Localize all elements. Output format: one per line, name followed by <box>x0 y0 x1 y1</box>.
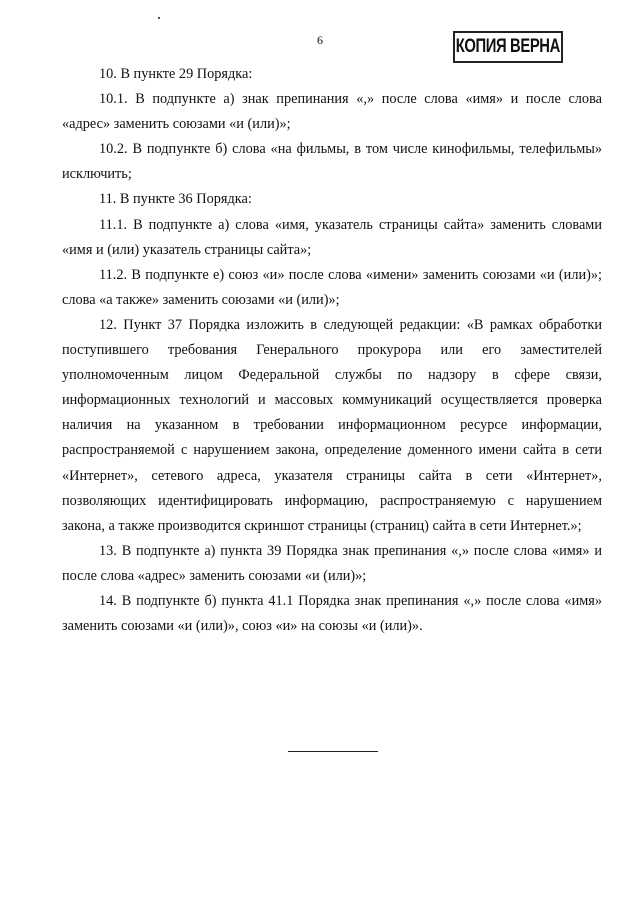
end-divider-line <box>288 751 378 752</box>
scan-speck <box>158 17 160 19</box>
paragraph-14: 14. В подпункте б) пункта 41.1 Порядка знак препинания «,» после слова «имя» заменить союзами «и (или)», союз «и» на союзы «и (или)». <box>62 592 602 635</box>
document-body <box>62 62 602 639</box>
paragraph-12: 12. Пункт 37 Порядка изложить в следующей редакции: «В рамках обработки поступившего требования Генерального прокурора или его заместителей уполномоченным лицом Федеральной службы по надзору в сфере связи, информационных технологий и массовых коммуникаций осуществляется проверка наличия на указанном в требовании информационном ресурсе информации, распространяемой с нарушением закона, определение доменного имени сайта в сети «Интернет», сетевого адреса, указателя страницы сайта в сети «Интернет», позволяющих идентифицировать информацию, распространяемую с нарушением закона, а также производится скриншот страницы (страниц) сайта в сети Интернет.»; <box>62 316 602 534</box>
paragraph-13: 13. В подпункте а) пункта 39 Порядка знак препинания «,» после слова «имя» и после слова «адрес» заменить союзами «и (или)»; <box>62 542 602 584</box>
paragraph-10-2: 10.2. В подпункте б) слова «на фильмы, в том числе кинофильмы, телефильмы» исключить; <box>62 141 602 183</box>
paragraph-10-1: 10.1. В подпункте а) знак препинания «,» после слова «имя» и после слова «адрес» заменить союзами «и (или)»; <box>62 91 602 133</box>
paragraph-10: 10. В пункте 29 Порядка: <box>99 66 253 82</box>
page-number: 6 <box>317 33 323 47</box>
stamp-text: КОПИЯ ВЕРНА <box>455 36 561 57</box>
paragraph-11-2: 11.2. В подпункте е) союз «и» после слова «имени» заменить союзами «и (или)»; слова «а также» заменить союзами «и (или)»; <box>62 266 602 308</box>
copy-certified-stamp <box>453 31 563 63</box>
paragraph-11: 11. В пункте 36 Порядка: <box>99 191 252 208</box>
paragraph-11-1: 11.1. В подпункте а) слова «имя, указатель страницы сайта» заменить словами «имя и (или) указатель страницы сайта»; <box>62 216 602 258</box>
